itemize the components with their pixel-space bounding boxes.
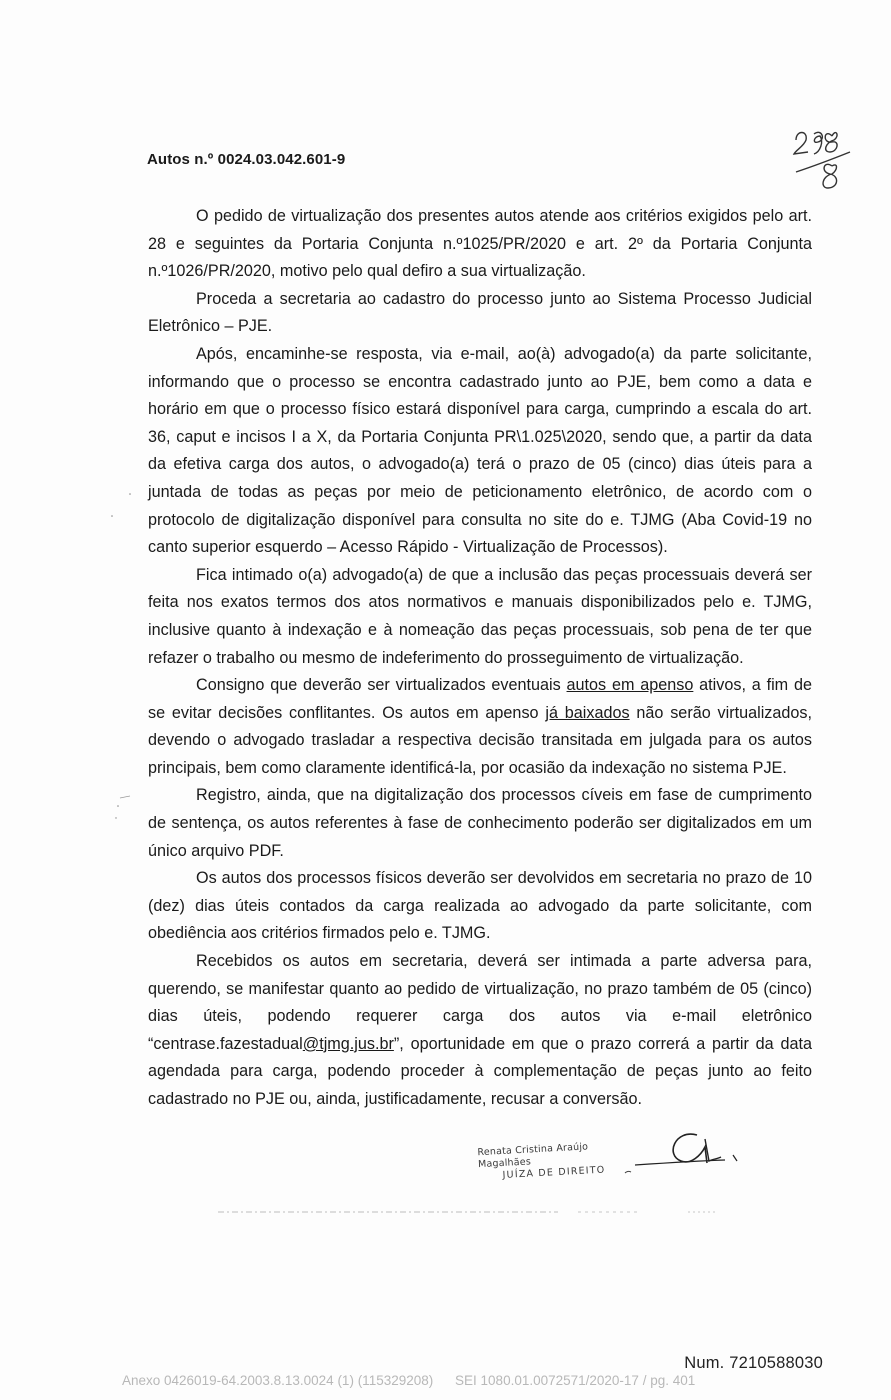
annex-reference: Anexo 0426019-64.2003.8.13.0024 (1) (115329208) — [122, 1373, 434, 1388]
document-number: Num. 7210588030 — [684, 1354, 823, 1372]
underlined-text: já baixados — [545, 703, 630, 722]
scan-artifact-line — [218, 1210, 718, 1214]
paragraph: Os autos dos processos físicos deverão ser devolvidos em secretaria no prazo de 10 (dez) dias úteis contados da carga realizada ao advogado da parte solicitante, com obediência aos critérios firmados pelo e. TJMG. — [148, 869, 812, 943]
paragraph-text: não serão virtualizados, devendo o advogado trasladar a respectiva decisão transitada em julgada para os autos principais, bem como claramente identificá-la, por ocasião da indexação no sistema PJE. — [148, 703, 812, 777]
paragraph — [148, 948, 812, 1114]
paragraph: Fica intimado o(a) advogado(a) de que a inclusão das peças processuais deverá ser feita nos exatos termos dos atos normativos e manuais disponibilizados pelo e. TJMG, inclusive quanto à indexação e à nomeação das peças processuais, sob pena de ter que refazer o trabalho ou mesmo de indeferimento do prosseguimento de virtualização. — [148, 565, 812, 667]
underlined-text: autos em apenso — [566, 676, 694, 695]
paragraph: O pedido de virtualização dos presentes autos atende aos critérios exigidos pelo art. 28 e seguintes da Portaria Conjunta n.º1025/PR/2020 e art. 2º da Portaria Conjunta n.º1026/PR/2020, motivo pelo qual defiro a sua virtualização. — [148, 207, 812, 281]
paragraph: Após, encaminhe-se resposta, via e-mail, ao(à) advogado(a) da parte solicitante, informando que o processo se encontra cadastrado junto ao PJE, bem como a data e horário em que o processo físico estará disponível para carga, cumprindo a escala do art. 36, caput e incisos I a X, da Portaria Conjunta PR\1.025\2020, sendo que, a partir da data da efetiva carga dos autos, o advogado(a) terá o prazo de 05 (cinco) dias úteis para a juntada de todas as peças por meio de peticionamento eletrônico, de acordo com o protocolo de digitalização disponível para consulta no site do e. TJMG (Aba Covid-19 no canto superior esquerdo – Acesso Rápido - Virtualização de Processos). — [148, 344, 812, 557]
judge-name: Renata Cristina Araújo Magalhães — [477, 1141, 589, 1171]
paragraph-text: Recebidos os autos em secretaria, deverá ser intimada a parte adversa para, querendo, se manifestar quanto ao pedido de virtualização, no prazo também de 05 (cinco) dias úteis, podendo requerer carga dos autos via e-mail eletrônico “centrase.fazestadual — [148, 952, 812, 1053]
handwritten-signature — [605, 1125, 765, 1185]
paragraph-text: ”, oportunidade em que o prazo correrá a partir da data agendada para carga, podendo proceder à complementação de peças junto ao feito cadastrado no PJE ou, ainda, justificadamente, recusar a conversão. — [148, 1034, 812, 1108]
paragraph-text: ativos, a fim de se evitar decisões conflitantes. Os autos em apenso — [148, 676, 812, 722]
judge-role: JUÍZA DE DIREITO — [502, 1164, 606, 1181]
paragraph-text: Consigno que deverão ser virtualizados eventuais — [196, 676, 567, 695]
footer-watermark — [122, 1373, 695, 1388]
folio-handwritten-mark — [790, 118, 860, 198]
email-domain-link: @tjmg.jus.br — [302, 1034, 394, 1053]
paragraph: Registro, ainda, que na digitalização dos processos cíveis em fase de cumprimento de sentença, os autos referentes à fase de conhecimento poderão ser digitalizados em um único arquivo PDF. — [148, 786, 812, 860]
case-number-title: Autos n.º 0024.03.042.601-9 — [147, 151, 346, 168]
paragraph: Proceda a secretaria ao cadastro do processo junto ao Sistema Processo Judicial Eletrônico – PJE. — [148, 289, 812, 336]
paragraph — [148, 672, 812, 782]
scan-margin-marks — [100, 480, 140, 840]
decision-body — [148, 203, 812, 1114]
sei-reference: SEI 1080.01.0072571/2020-17 / pg. 401 — [455, 1373, 696, 1388]
